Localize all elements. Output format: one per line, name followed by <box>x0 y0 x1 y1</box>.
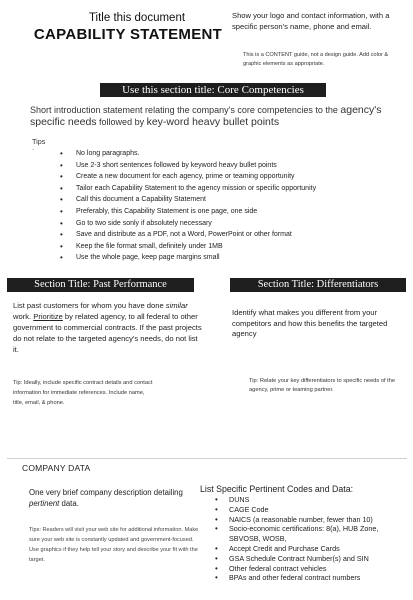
list-item: • Preferably, this Capability Statement is one page, one side <box>60 206 400 218</box>
list-item: • Socio-economic certifications: 8(a), HUB Zone, SBVOSB, WOSB, <box>215 524 404 544</box>
intro-text-3: followed by <box>96 117 147 127</box>
list-item: • Other federal contract vehicles <box>215 564 410 574</box>
list-item: • Use the whole page, keep page margins small <box>60 252 400 264</box>
list-item: • Keep the file format small, definitely under 1MB <box>60 241 400 253</box>
company-description <box>29 488 189 509</box>
differentiators-tip: Tip: Relate your key differentiators to specific needs of the agency, prime or teaming partner. <box>249 378 396 393</box>
company-data-tip: Tips: Readers will visit your web site for additional information. Make sure your web site is constantly updated and government-focused. Use graphics if they help tell your story and describe your fit with the target. <box>29 527 199 563</box>
past-text-a: List past customers for whom you have done <box>13 301 166 310</box>
list-item: • Create a new document for each agency, prime or teaming opportunity <box>60 171 400 183</box>
codes-list <box>215 495 410 583</box>
core-intro-statement <box>30 104 400 128</box>
past-text-b: work. <box>13 312 34 321</box>
list-item: • Accept Credit and Purchase Cards <box>215 544 410 554</box>
tips-dot: . <box>32 145 34 152</box>
past-performance-tip: Tip: Ideally, include specific contract details and contact information for immediate references. Include name, title, email, & phone. <box>13 380 153 406</box>
list-item: • No long paragraphs. <box>60 148 400 160</box>
list-item: • Call this document a Capability Statement <box>60 194 400 206</box>
codes-heading: List Specific Pertinent Codes and Data: <box>200 484 354 494</box>
list-item: • NAICS (a reasonable number, fewer than 10) <box>215 515 410 525</box>
intro-text-2: agency's specific needs <box>30 104 382 128</box>
intro-text-4: key-word heavy bullet points <box>146 116 280 128</box>
list-item: • CAGE Code <box>215 505 410 515</box>
past-text-similar: similar <box>165 301 188 310</box>
company-data-heading: COMPANY DATA <box>22 463 91 473</box>
core-competencies-title-bar: Use this section title: Core Competencies <box>100 83 326 97</box>
logo-contact-note: Show your logo and contact information, with a specific person's name, phone and email. <box>232 11 390 31</box>
tips-list <box>60 148 400 264</box>
past-text-c: by related agency, to all federal to other government to commercial contracts. If the past projects do not relate to the targeted agency's needs, do not list it. <box>13 312 202 354</box>
differentiators-title-bar: Section Title: Differentiators <box>230 278 406 292</box>
list-item: • Go to two side sonly if absolutely necessary <box>60 218 400 230</box>
past-performance-text <box>13 300 205 355</box>
company-desc-c: data. <box>59 498 79 508</box>
document-subtitle: Title this document <box>88 12 186 24</box>
list-item: • Save and distribute as a PDF, not a Word, PowerPoint or other format <box>60 229 400 241</box>
content-guide-note: This is a CONTENT guide, not a design guide. Add color & graphic elements as appropriate. <box>243 52 389 67</box>
list-item: • DUNS <box>215 495 410 505</box>
list-item: • Use 2-3 short sentences followed by keyword heavy bullet points <box>60 160 400 172</box>
list-item: • Tailor each Capability Statement to the agency mission or specific opportunity <box>60 183 400 195</box>
tips-label: Tips <box>32 137 46 146</box>
differentiators-text: Identify what makes you different from your competitors and how this benefits the targeted agency <box>232 308 388 338</box>
document-title: CAPABILITY STATEMENT <box>33 26 223 43</box>
list-item: • GSA Schedule Contract Number(s) and SIN <box>215 554 410 564</box>
section-divider <box>7 458 407 459</box>
intro-text-1: Short introduction statement relating the company's core competencies to the <box>30 105 341 115</box>
company-desc-pertinent: pertinent <box>29 498 60 508</box>
list-item: • BPAs and other federal contract numbers <box>215 573 410 583</box>
company-desc-a: One very brief company description detailing <box>29 488 183 497</box>
past-text-prioritize: Prioritize <box>33 312 63 321</box>
past-performance-title-bar: Section Title: Past Performance <box>7 278 194 292</box>
